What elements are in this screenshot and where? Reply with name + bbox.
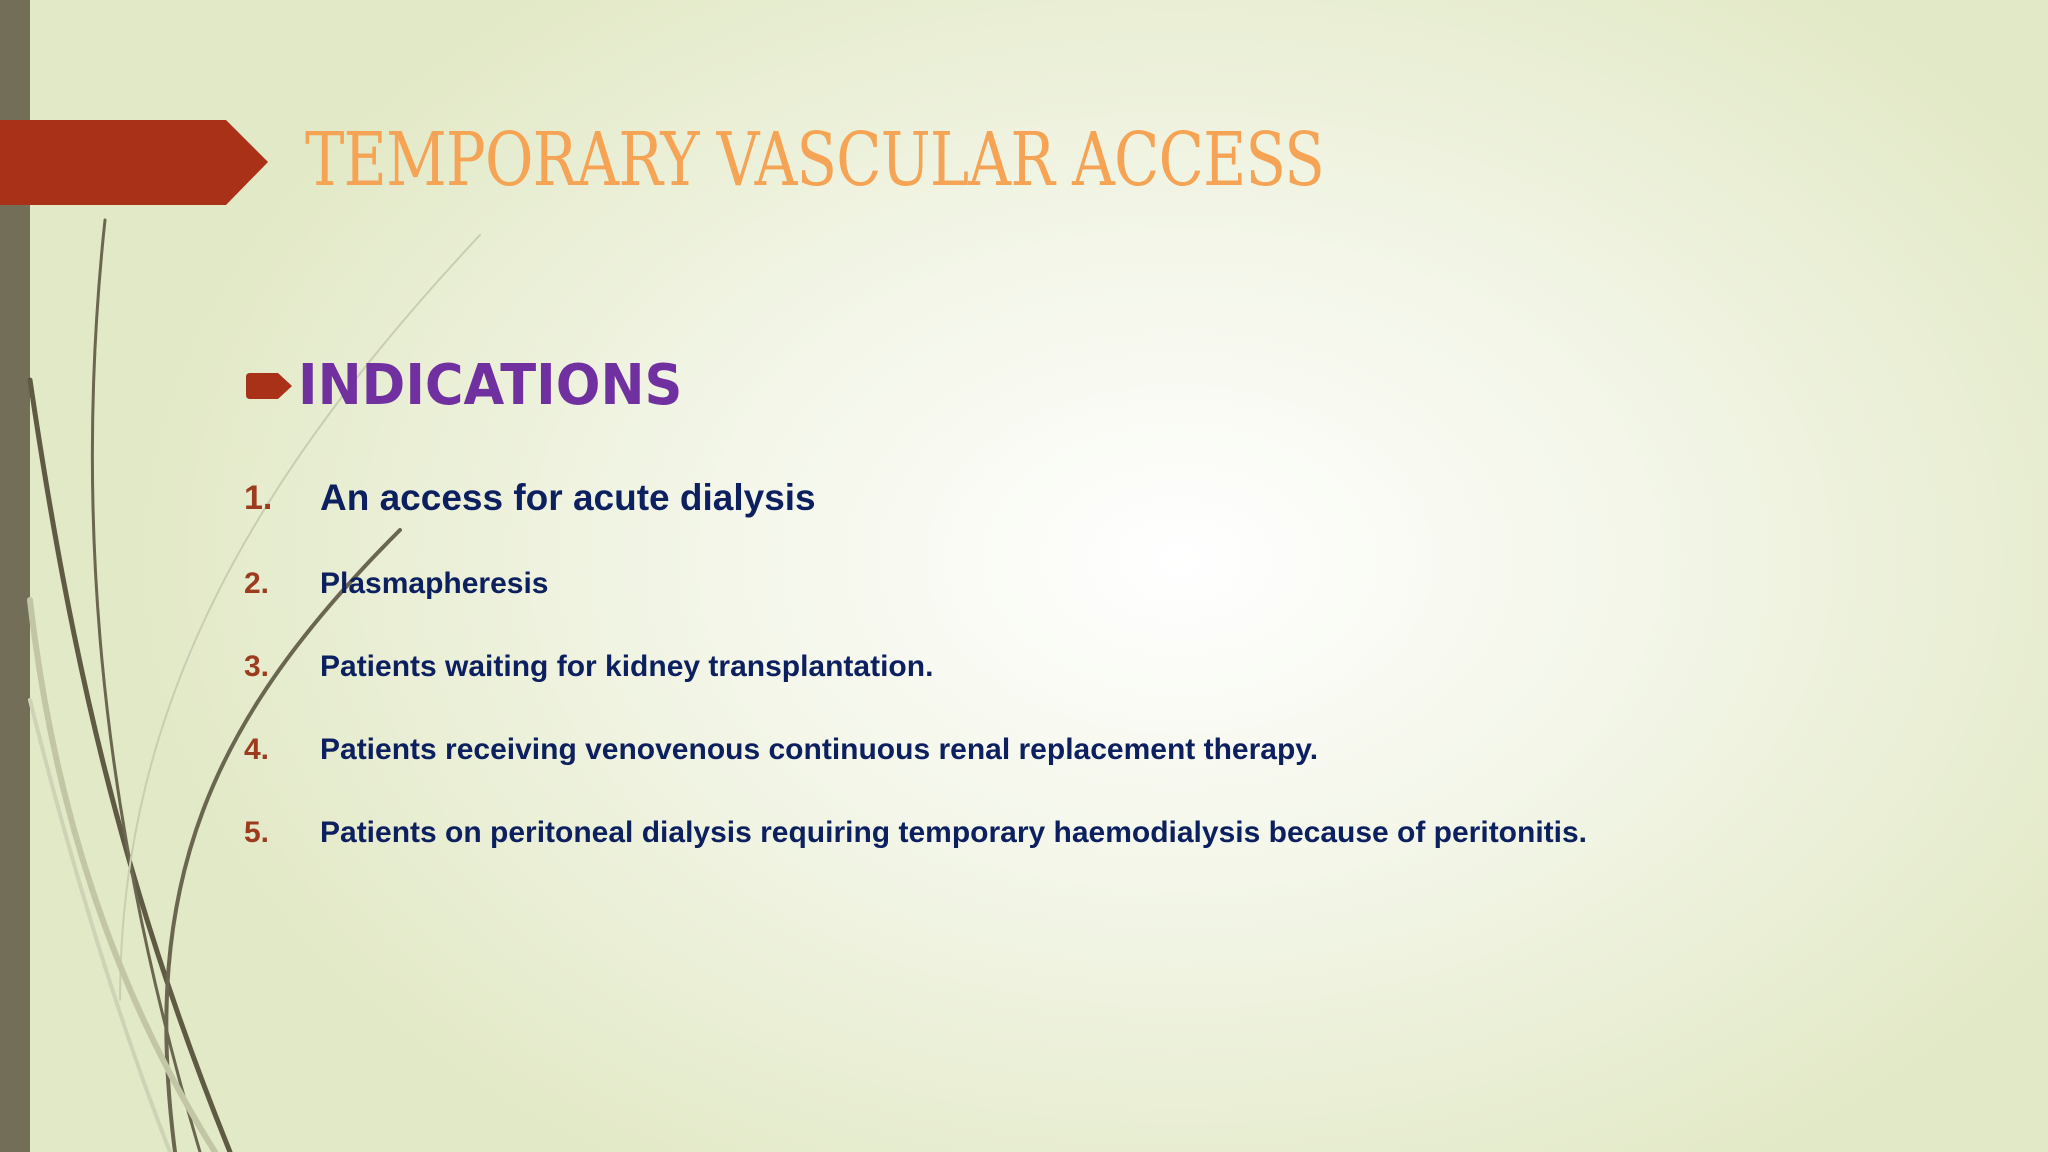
list-item-number: 2. — [244, 567, 270, 600]
list-item-number: 1. — [244, 478, 273, 517]
list-item-text: Plasmapheresis — [320, 567, 549, 600]
title-arrow-banner — [0, 120, 270, 205]
slide-title: TEMPORARY VASCULAR ACCESS — [305, 117, 1324, 203]
section-heading — [246, 350, 707, 422]
list-item-text: Patients waiting for kidney transplantation. — [320, 650, 934, 683]
section-heading-label: INDICATIONS — [298, 353, 683, 418]
list-item-text: An access for acute dialysis — [320, 477, 816, 518]
list-item-number: 5. — [244, 816, 270, 849]
list-item-number: 3. — [244, 650, 270, 683]
list-item-text: Patients receiving venovenous continuous renal replacement therapy. — [320, 733, 1319, 766]
arrow-bullet-icon — [246, 373, 292, 399]
list-item-text: Patients on peritoneal dialysis requiring temporary haemodialysis because of peritonitis. — [320, 816, 1588, 849]
list-item-number: 4. — [244, 733, 270, 766]
